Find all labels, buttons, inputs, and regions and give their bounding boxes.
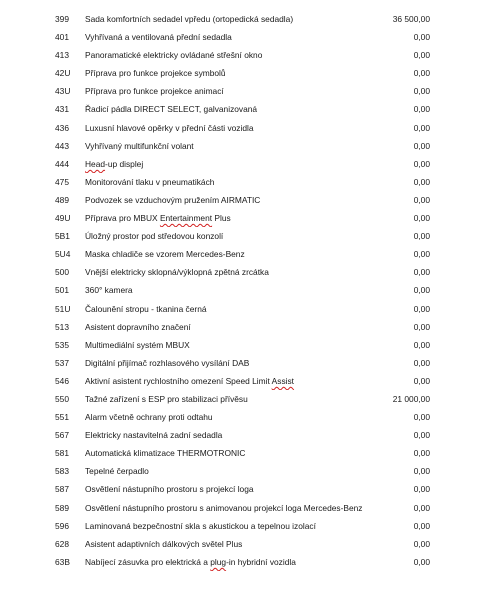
option-price: 0,00 — [413, 448, 430, 459]
option-price: 0,00 — [413, 140, 430, 151]
option-price: 0,00 — [413, 213, 430, 224]
table-row — [0, 336, 484, 354]
option-code: 546 — [55, 375, 69, 386]
option-price: 0,00 — [413, 321, 430, 332]
table-row — [0, 137, 484, 155]
option-description — [85, 318, 385, 336]
description-text: Asistent dopravního značení — [85, 321, 191, 332]
option-price: 0,00 — [413, 122, 430, 133]
option-description — [85, 119, 385, 137]
option-code: 587 — [55, 484, 69, 495]
option-code: 5U4 — [55, 249, 71, 260]
description-text: Vyhřívaný multifunkční volant — [85, 140, 194, 151]
description-text: Řadicí pádla DIRECT SELECT, galvanizovaná — [85, 104, 258, 115]
option-description — [85, 462, 385, 480]
option-description — [85, 499, 385, 517]
table-row — [0, 191, 484, 209]
option-description — [85, 82, 385, 100]
option-description — [85, 100, 385, 118]
option-code: 513 — [55, 321, 69, 332]
option-description — [85, 300, 385, 318]
table-row — [0, 444, 484, 462]
option-price: 0,00 — [413, 176, 430, 187]
option-price: 0,00 — [413, 430, 430, 441]
table-row — [0, 155, 484, 173]
option-description — [85, 64, 385, 82]
description-text: Osvětlení nástupního prostoru s projekcí loga — [85, 484, 254, 495]
option-description — [85, 535, 385, 553]
option-description — [85, 227, 385, 245]
spellcheck-marked-word: Entertainment — [159, 213, 213, 224]
option-description — [85, 408, 385, 426]
option-price: 0,00 — [413, 194, 430, 205]
option-code: 63B — [55, 556, 70, 567]
option-price: 0,00 — [413, 502, 430, 513]
option-description — [85, 28, 385, 46]
option-code: 628 — [55, 538, 69, 549]
option-code: 500 — [55, 267, 69, 278]
description-text: Podvozek se vzduchovým pružením AIRMATIC — [85, 194, 261, 205]
option-description — [85, 209, 385, 227]
option-price: 0,00 — [413, 375, 430, 386]
option-code: 431 — [55, 104, 69, 115]
table-row — [0, 245, 484, 263]
option-price: 0,00 — [413, 285, 430, 296]
option-code: 42U — [55, 68, 71, 79]
option-description — [85, 553, 385, 571]
option-price: 0,00 — [413, 520, 430, 531]
option-code: 535 — [55, 339, 69, 350]
option-price: 0,00 — [413, 68, 430, 79]
description-text: Čalounění stropu - tkanina černá — [85, 303, 207, 314]
option-price: 21 000,00 — [392, 393, 430, 404]
option-code: 443 — [55, 140, 69, 151]
option-price: 0,00 — [413, 267, 430, 278]
table-row — [0, 553, 484, 571]
option-price: 0,00 — [413, 231, 430, 242]
option-description — [85, 517, 385, 535]
table-row — [0, 462, 484, 480]
table-row — [0, 173, 484, 191]
description-text: Luxusní hlavové opěrky v přední části vozidla — [85, 122, 254, 133]
table-row — [0, 535, 484, 553]
description-text: Sada komfortních sedadel vpředu (ortopedická sedadla) — [85, 14, 294, 24]
options-price-list — [0, 10, 484, 571]
table-row — [0, 46, 484, 64]
option-description — [85, 480, 385, 498]
table-row — [0, 209, 484, 227]
description-text: Maska chladiče se vzorem Mercedes-Benz — [85, 249, 245, 260]
option-price: 0,00 — [413, 484, 430, 495]
option-code: 401 — [55, 32, 69, 43]
option-code: 550 — [55, 393, 69, 404]
option-price: 0,00 — [413, 86, 430, 97]
description-text: Příprava pro funkce projekce animací — [85, 86, 224, 97]
table-row — [0, 408, 484, 426]
table-row — [0, 354, 484, 372]
option-code: 589 — [55, 502, 69, 513]
option-code: 581 — [55, 448, 69, 459]
table-row — [0, 28, 484, 46]
description-text: Příprava pro MBUX — [85, 213, 160, 224]
description-text-tail: Plus — [212, 213, 231, 224]
description-text: Osvětlení nástupního prostoru s animovanou projekcí loga Mercedes-Benz — [85, 502, 363, 513]
option-description — [85, 336, 385, 354]
option-price: 0,00 — [413, 412, 430, 423]
option-code: 51U — [55, 303, 71, 314]
table-row — [0, 281, 484, 299]
option-price: 0,00 — [413, 357, 430, 368]
description-text: Digitální přijímač rozhlasového vysílání DAB — [85, 357, 250, 368]
option-code: 537 — [55, 357, 69, 368]
option-code: 596 — [55, 520, 69, 531]
description-text: Nabíjecí zásuvka pro elektrická a — [85, 556, 211, 567]
description-text: Alarm včetně ochrany proti odtahu — [85, 412, 213, 423]
table-row — [0, 517, 484, 535]
description-text: Vnější elektricky sklopná/výklopná zpětná zrcátka — [85, 267, 269, 278]
option-code: 444 — [55, 158, 69, 169]
spellcheck-marked-word: plug — [210, 556, 227, 567]
description-text: Aktivní asistent rychlostního omezení Speed Limit — [85, 375, 272, 386]
option-description — [85, 155, 385, 173]
option-price: 0,00 — [413, 556, 430, 567]
description-text: Asistent adaptivních dálkových světel Plus — [85, 538, 243, 549]
table-row — [0, 499, 484, 517]
option-price: 0,00 — [413, 249, 430, 260]
option-price: 0,00 — [413, 32, 430, 43]
table-row — [0, 10, 484, 28]
option-description — [85, 390, 385, 408]
description-text-tail: -in hybridní vozidla — [226, 556, 296, 567]
option-code: 43U — [55, 86, 71, 97]
description-text: Elektricky nastavitelná zadní sedadla — [85, 430, 223, 441]
option-description — [85, 263, 385, 281]
option-price: 0,00 — [413, 158, 430, 169]
option-code: 551 — [55, 412, 69, 423]
option-code: 501 — [55, 285, 69, 296]
option-code: 567 — [55, 430, 69, 441]
description-text: 360° kamera — [85, 285, 133, 296]
table-row — [0, 300, 484, 318]
option-description — [85, 137, 385, 155]
table-row — [0, 390, 484, 408]
description-text-tail: -up displej — [105, 158, 144, 169]
description-text: Příprava pro funkce projekce symbolů — [85, 68, 226, 79]
spellcheck-marked-word: Head — [85, 158, 106, 169]
table-row — [0, 100, 484, 118]
option-code: 475 — [55, 176, 69, 187]
option-code: 399 — [55, 14, 69, 24]
table-row — [0, 227, 484, 245]
option-code: 489 — [55, 194, 69, 205]
description-text: Multimediální systém MBUX — [85, 339, 190, 350]
option-price: 36 500,00 — [392, 14, 430, 24]
option-description — [85, 191, 385, 209]
option-price: 0,00 — [413, 538, 430, 549]
table-row — [0, 480, 484, 498]
description-text: Tažné zařízení s ESP pro stabilizaci přívěsu — [85, 393, 248, 404]
spellcheck-marked-word: Assist — [271, 375, 295, 386]
option-price: 0,00 — [413, 50, 430, 61]
option-description — [85, 426, 385, 444]
option-price: 0,00 — [413, 303, 430, 314]
description-text: Panoramatické elektricky ovládané střešní okno — [85, 50, 263, 61]
table-row — [0, 426, 484, 444]
option-code: 49U — [55, 213, 71, 224]
option-description — [85, 173, 385, 191]
option-price: 0,00 — [413, 104, 430, 115]
table-row — [0, 119, 484, 137]
table-row — [0, 263, 484, 281]
option-code: 5B1 — [55, 231, 70, 242]
description-text: Automatická klimatizace THERMOTRONIC — [85, 448, 246, 459]
description-text: Tepelné čerpadlo — [85, 466, 149, 477]
option-price: 0,00 — [413, 466, 430, 477]
option-code: 436 — [55, 122, 69, 133]
table-row — [0, 64, 484, 82]
option-code: 413 — [55, 50, 69, 61]
option-description — [85, 245, 385, 263]
option-description — [85, 444, 385, 462]
option-price: 0,00 — [413, 339, 430, 350]
description-text: Monitorování tlaku v pneumatikách — [85, 176, 215, 187]
option-description — [85, 354, 385, 372]
option-description — [85, 281, 385, 299]
description-text: Úložný prostor pod středovou konzolí — [85, 231, 224, 242]
table-row — [0, 372, 484, 390]
table-row — [0, 82, 484, 100]
description-text: Laminovaná bezpečnostní skla s akustickou a tepelnou izolací — [85, 520, 316, 531]
option-description — [85, 372, 385, 390]
option-description — [85, 10, 385, 28]
description-text: Vyhřívaná a ventilovaná přední sedadla — [85, 32, 232, 43]
table-row — [0, 318, 484, 336]
option-code: 583 — [55, 466, 69, 477]
option-description — [85, 46, 385, 64]
